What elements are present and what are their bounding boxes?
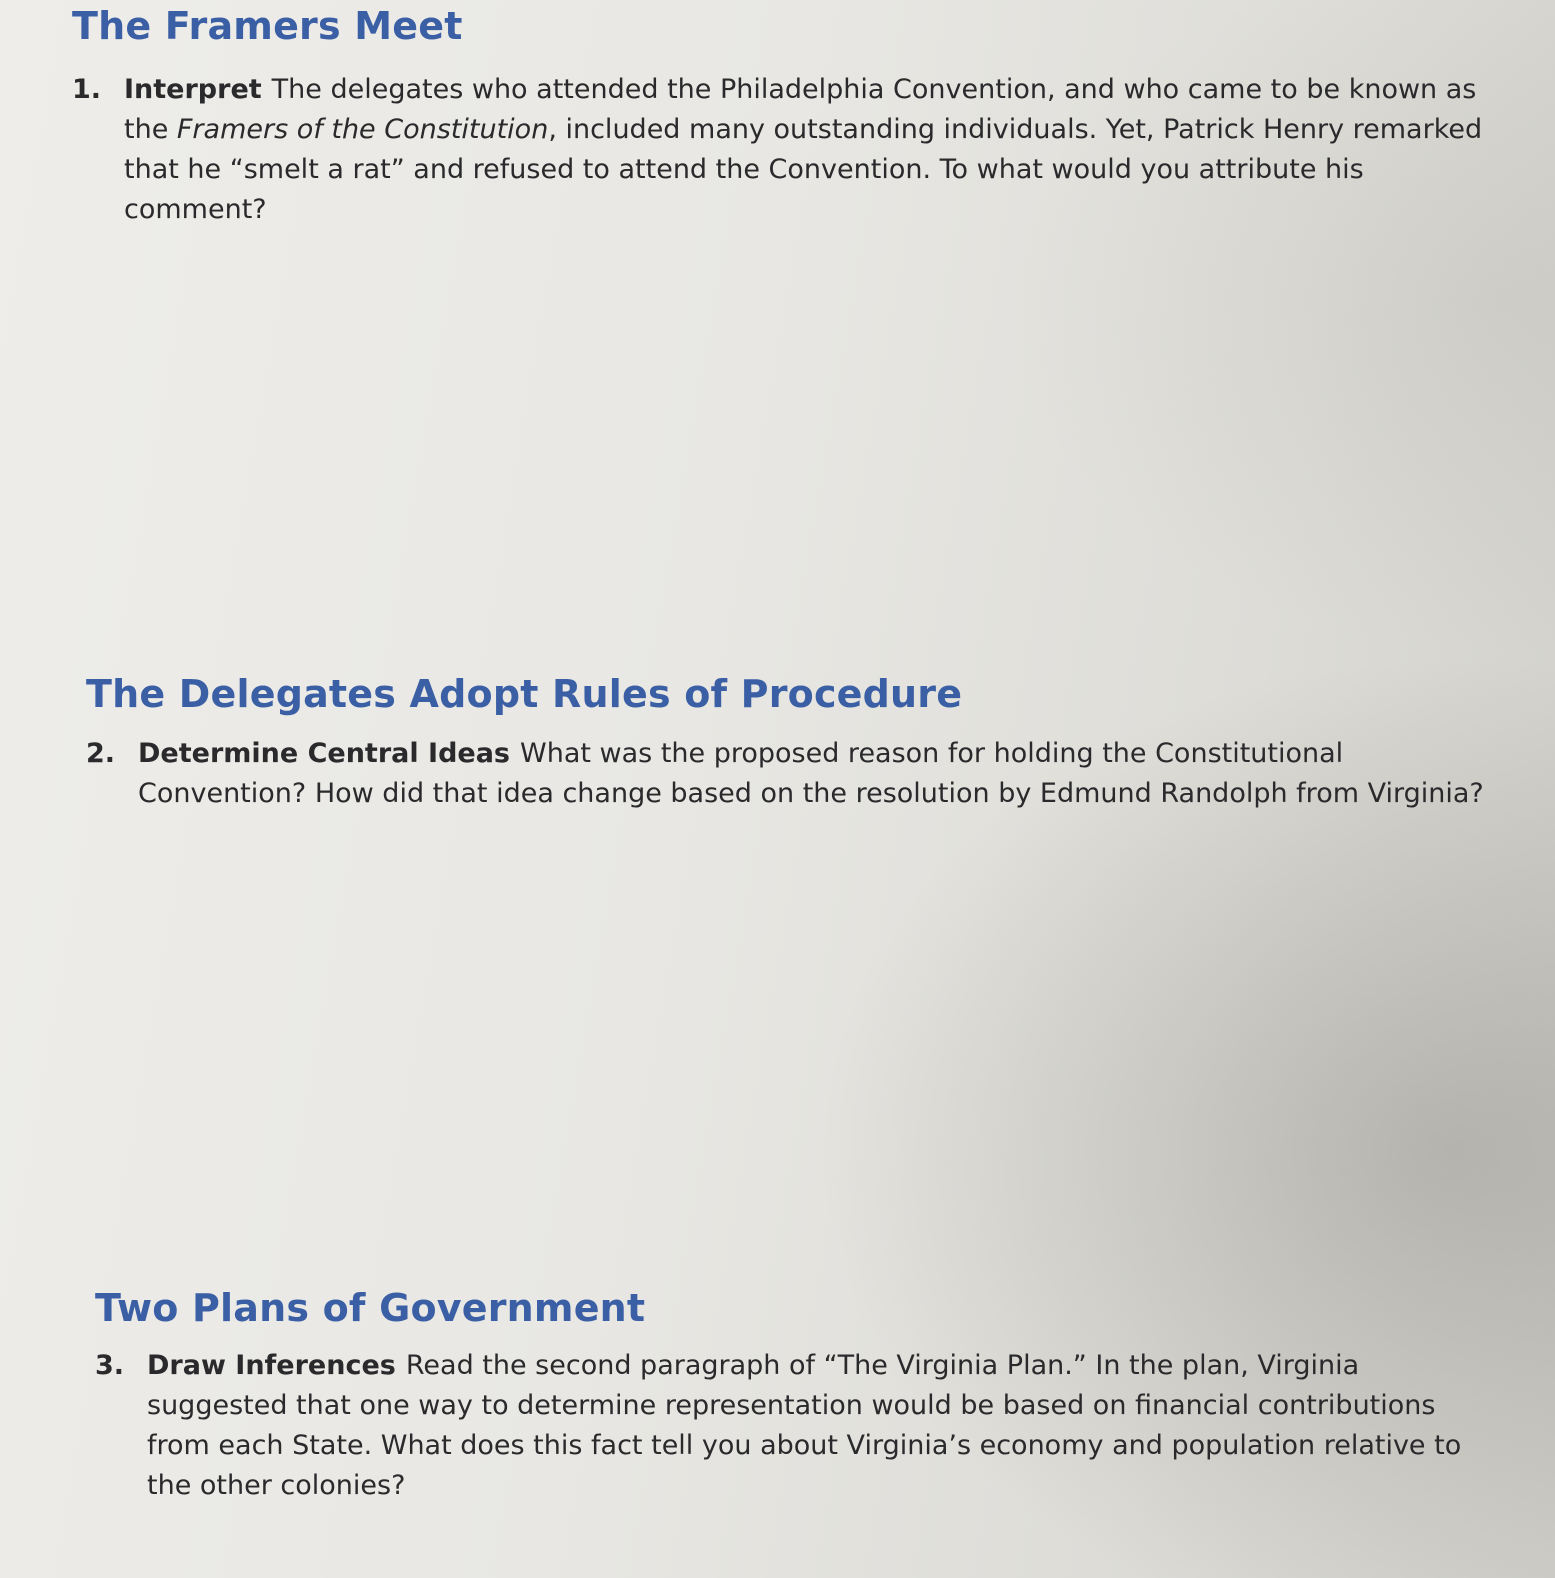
question-text-italic: Framers of the Constitution [176, 114, 549, 145]
question-body [147, 1346, 1485, 1506]
question-number: 2. [86, 738, 116, 769]
section-heading-two-plans: Two Plans of Government [95, 1286, 646, 1330]
question-2 [86, 734, 1506, 814]
question-number: 3. [95, 1350, 125, 1381]
answer-space-1[interactable] [70, 250, 1470, 650]
question-body [124, 70, 1512, 230]
question-body [138, 734, 1506, 814]
question-3 [95, 1346, 1485, 1506]
section-heading-framers-meet: The Framers Meet [72, 4, 463, 48]
section-heading-rules-of-procedure: The Delegates Adopt Rules of Procedure [86, 672, 963, 716]
question-number: 1. [72, 74, 102, 105]
question-text: The delegates who attended the Philadelphia Convention, and who came to be known as the [124, 74, 1477, 145]
question-skill-label: Determine Central Ideas [138, 738, 511, 769]
question-text: Read the second paragraph of “The Virginia Plan.” In the plan, Virginia suggested that one way to determine representation would be based on financial contributions from each State. What does this fact tell you about Virginia’s economy and population relative to the other colonies? [147, 1350, 1462, 1501]
answer-space-2[interactable] [70, 870, 1470, 1270]
question-skill-label: Interpret [124, 74, 262, 105]
question-skill-label: Draw Inferences [147, 1350, 396, 1381]
question-text-cont: , included many outstanding individuals. Yet, Patrick Henry remarked that he “smelt a rat” and refused to attend the Convention. To what would you attribute his comment? [124, 114, 1483, 225]
question-text: What was the proposed reason for holding the Constitutional Convention? How did that idea change based on the resolution by Edmund Randolph from Virginia? [138, 738, 1484, 809]
question-1 [72, 70, 1512, 230]
